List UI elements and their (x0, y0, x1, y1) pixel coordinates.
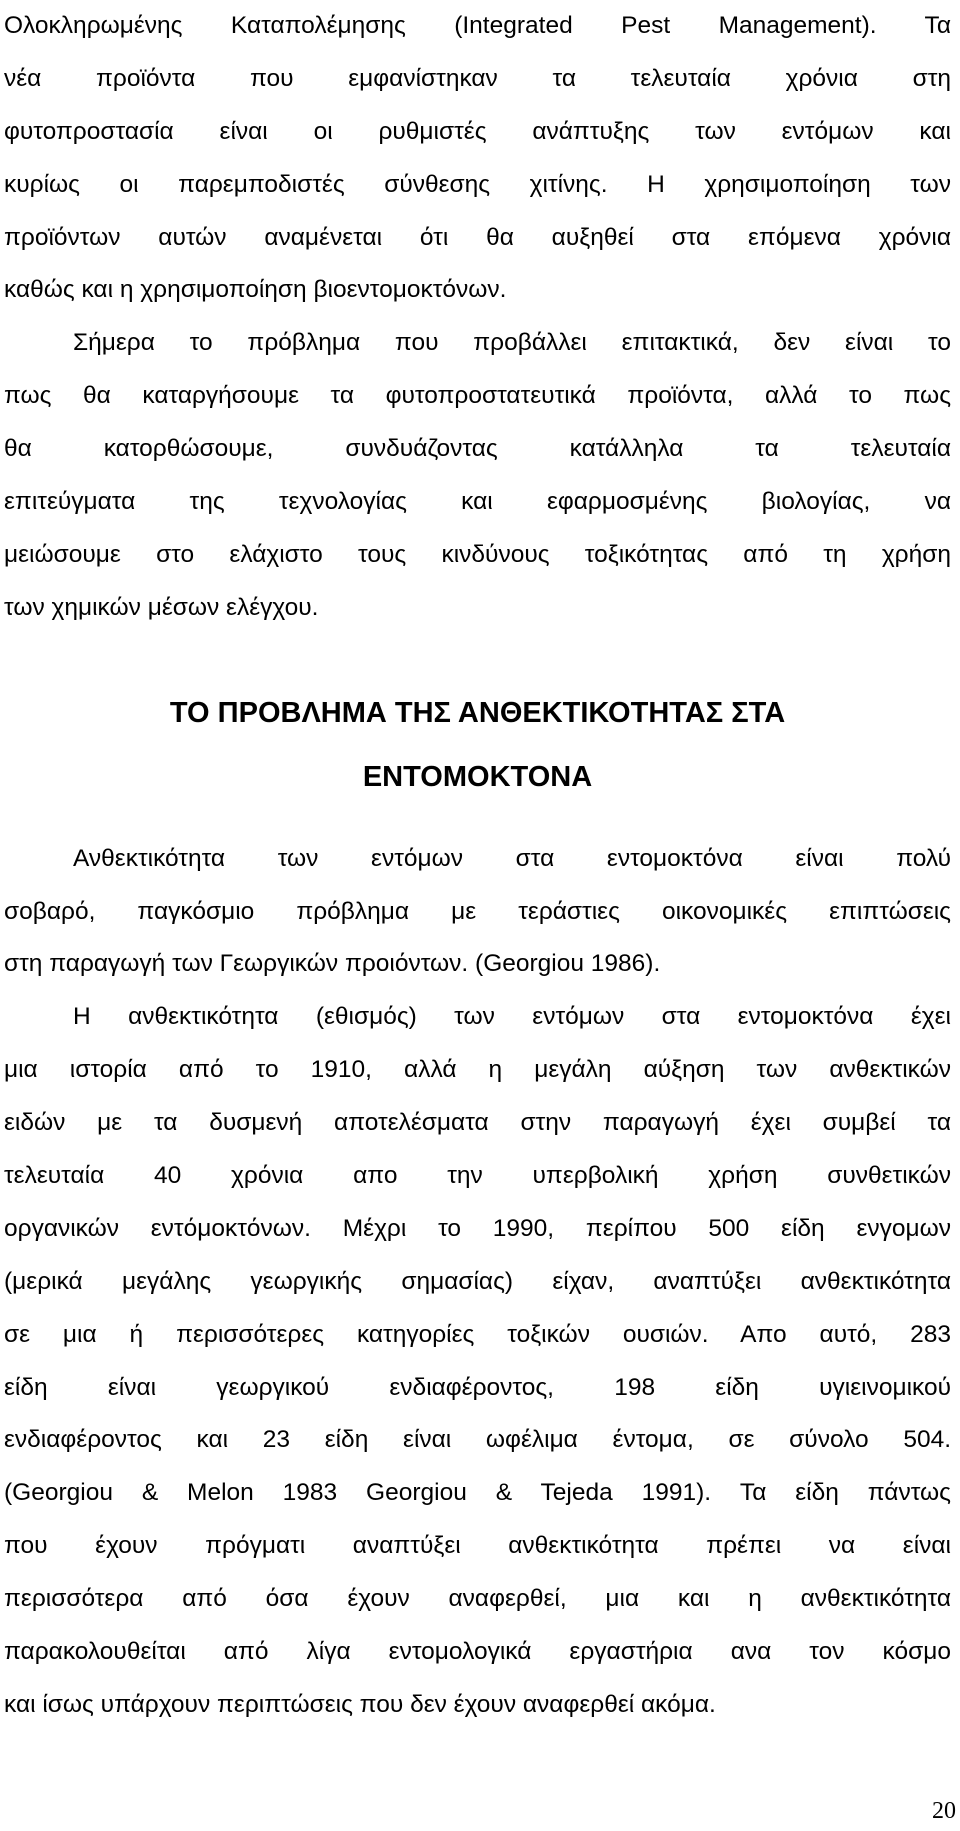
text-line: ειδών με τα δυσμενή αποτελέσματα στην παραγωγή έχει συμβεί τα (4, 1109, 951, 1137)
paragraph-current-problem (4, 317, 951, 634)
text-line: παρακολουθείται από λίγα εντομολογικά εργαστήρια ανα τον κόσμο (4, 1638, 951, 1666)
text-line: τελευταία 40 χρόνια απο την υπερβολική χρήση συνθετικών (4, 1162, 951, 1190)
section-heading (4, 681, 951, 809)
text-line: (μερικά μεγάλης γεωργικής σημασίας) είχαν, αναπτύξει ανθεκτικότητα (4, 1267, 951, 1295)
text-line: που έχουν πρόγματι αναπτύξει ανθεκτικότητα πρέπει να είναι (4, 1532, 951, 1560)
text-line: των χημικών μέσων ελέγχου. (4, 593, 319, 621)
text-line: Σήμερα το πρόβλημα που προβάλλει επιτακτικά, δεν είναι το (73, 329, 951, 357)
text-line: είδη είναι γεωργικού ενδιαφέροντος, 198 είδη υγιεινομικού (4, 1373, 951, 1401)
heading-line: ΕΝΤΟΜΟΚΤΟΝΑ (362, 760, 593, 793)
paragraph-ipm-products (4, 0, 951, 317)
text-line: καθώς και η χρησιμοποίηση βιοεντομοκτόνων. (4, 276, 507, 304)
text-line: Ανθεκτικότητα των εντόμων στα εντομοκτόνα είναι πολύ (73, 844, 951, 872)
text-line: σε μια ή περισσότερες κατηγορίες τοξικών ουσιών. Απο αυτό, 283 (4, 1320, 951, 1348)
text-line: επιτεύγματα της τεχνολογίας και εφαρμοσμένης βιολογίας, να (4, 488, 951, 516)
text-line: ενδιαφέροντος και 23 είδη είναι ωφέλιμα έντομα, σε σύνολο 504. (4, 1426, 951, 1454)
text-line: Ολοκληρωμένης Καταπολέμησης (Integrated Pest Management). Τα (4, 12, 951, 39)
text-line: μια ιστορία από το 1910, αλλά η μεγάλη αύξηση των ανθεκτικών (4, 1056, 951, 1084)
text-line: (Georgiou & Melon 1983 Georgiou & Tejeda 1991). Τα είδη πάντως (4, 1479, 951, 1507)
text-line: πως θα καταργήσουμε τα φυτοπροστατευτικά προϊόντα, αλλά το πως (4, 382, 951, 410)
text-line: οργανικών εντόμοκτόνων. Μέχρι το 1990, περίπου 500 είδη ενγομων (4, 1214, 951, 1242)
text-line: νέα προϊόντα που εμφανίστηκαν τα τελευταία χρόνια στη (4, 64, 951, 92)
paragraph-resistance-definition (4, 833, 951, 992)
text-line: μειώσουμε στο ελάχιστο τους κινδύνους τοξικότητας από τη χρήση (4, 540, 951, 568)
text-line: φυτοπροστασία είναι οι ρυθμιστές ανάπτυξης των εντόμων και (4, 117, 951, 145)
heading-line: ΤΟ ΠΡΟΒΛΗΜΑ ΤΗΣ ΑΝΘΕΚΤΙΚΟΤΗΤΑΣ ΣΤΑ (169, 696, 786, 729)
text-line: και ίσως υπάρχουν περιπτώσεις που δεν έχουν αναφερθεί ακόμα. (4, 1690, 716, 1718)
text-line: προϊόντων αυτών αναμένεται ότι θα αυξηθεί στα επόμενα χρόνια (4, 223, 951, 251)
text-line: στη παραγωγή των Γεωργικών προιόντων. (Georgiou 1986). (4, 950, 661, 978)
text-line: σοβαρό, παγκόσμιο πρόβλημα με τεράστιες οικονομικές επιπτώσεις (4, 897, 951, 925)
text-line: κυρίως οι παρεμποδιστές σύνθεσης χιτίνης. Η χρησιμοποίηση των (4, 170, 951, 198)
page-number: 20 (932, 1798, 956, 1824)
paragraph-resistance-history (4, 991, 951, 1731)
text-line: περισσότερα από όσα έχουν αναφερθεί, μια και η ανθεκτικότητα (4, 1585, 951, 1613)
text-line: Η ανθεκτικότητα (εθισμός) των εντόμων στα εντομοκτόνα έχει (73, 1003, 951, 1031)
document-page (4, 0, 951, 1732)
text-line: θα κατορθώσουμε, συνδυάζοντας κατάλληλα τα τελευταία (4, 435, 951, 463)
